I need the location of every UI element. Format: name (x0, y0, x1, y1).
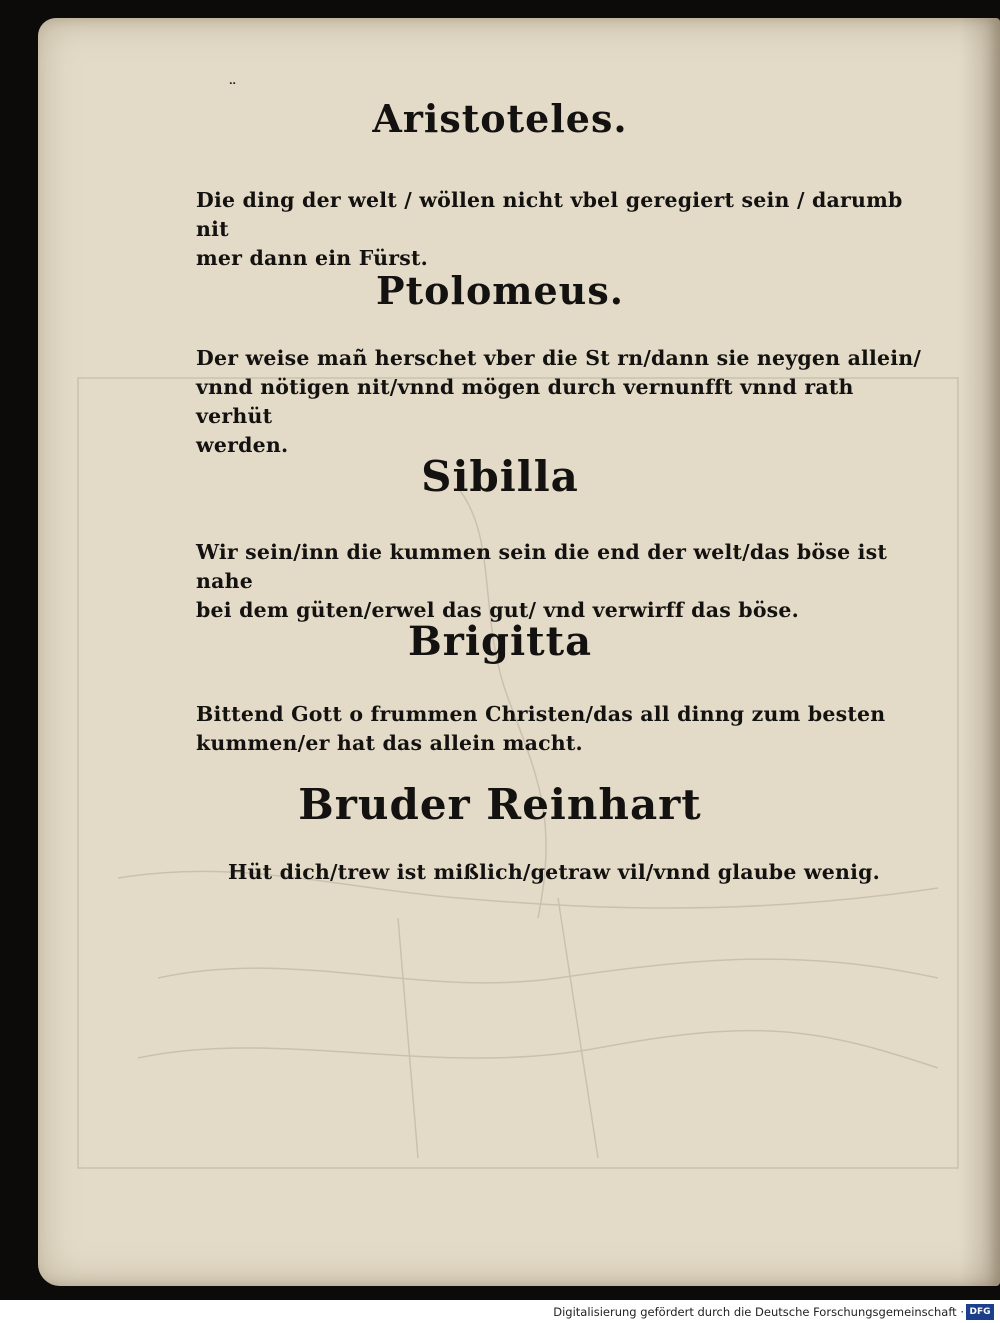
text-line: Wir sein/inn die kummen sein die end der welt/das böse ist nahe (196, 540, 888, 593)
heading-aristoteles: Aristoteles. (372, 96, 628, 141)
text-line: Der weise mañ herschet vber die St rn/dann sie neygen allein/ (196, 346, 922, 370)
text-line: Bittend Gott o frummen Christen/das all dinng zum besten (196, 702, 886, 726)
heading-bruder-reinhart: Bruder Reinhart (298, 780, 702, 829)
text-line: mer dann ein Fürst. (196, 246, 428, 270)
text-ptolomeus (196, 344, 936, 460)
heading-brigitta: Brigitta (407, 618, 593, 665)
text-line: Die ding der welt / wöllen nicht vbel geregiert sein / darumb nit (196, 188, 903, 241)
text-line: kummen/er hat das allein macht. (196, 731, 583, 755)
text-line: bei dem güten/erwel das gut/ vnd verwirff das böse. (196, 598, 800, 622)
funding-credit: Digitalisierung gefördert durch die Deutsche Forschungsgemeinschaft · (553, 1305, 964, 1319)
heading-sibilla: Sibilla (421, 452, 579, 501)
text-brigitta (196, 700, 936, 758)
text-line: werden. (196, 433, 289, 457)
footer-bar (0, 1300, 1000, 1323)
text-sibilla (196, 538, 936, 625)
text-bruder-reinhart (228, 858, 968, 887)
text-line: vnnd nötigen nit/vnnd mögen durch vernunfft vnnd rath verhüt (196, 375, 854, 428)
text-line: Hüt dich/trew ist mißlich/getraw vil/vnnd glaube wenig. (228, 860, 880, 884)
dfg-logo: DFG (966, 1304, 994, 1320)
top-page-mark: ¨ (228, 80, 237, 101)
heading-ptolomeus: Ptolomeus. (376, 268, 624, 313)
text-aristoteles (196, 186, 936, 273)
